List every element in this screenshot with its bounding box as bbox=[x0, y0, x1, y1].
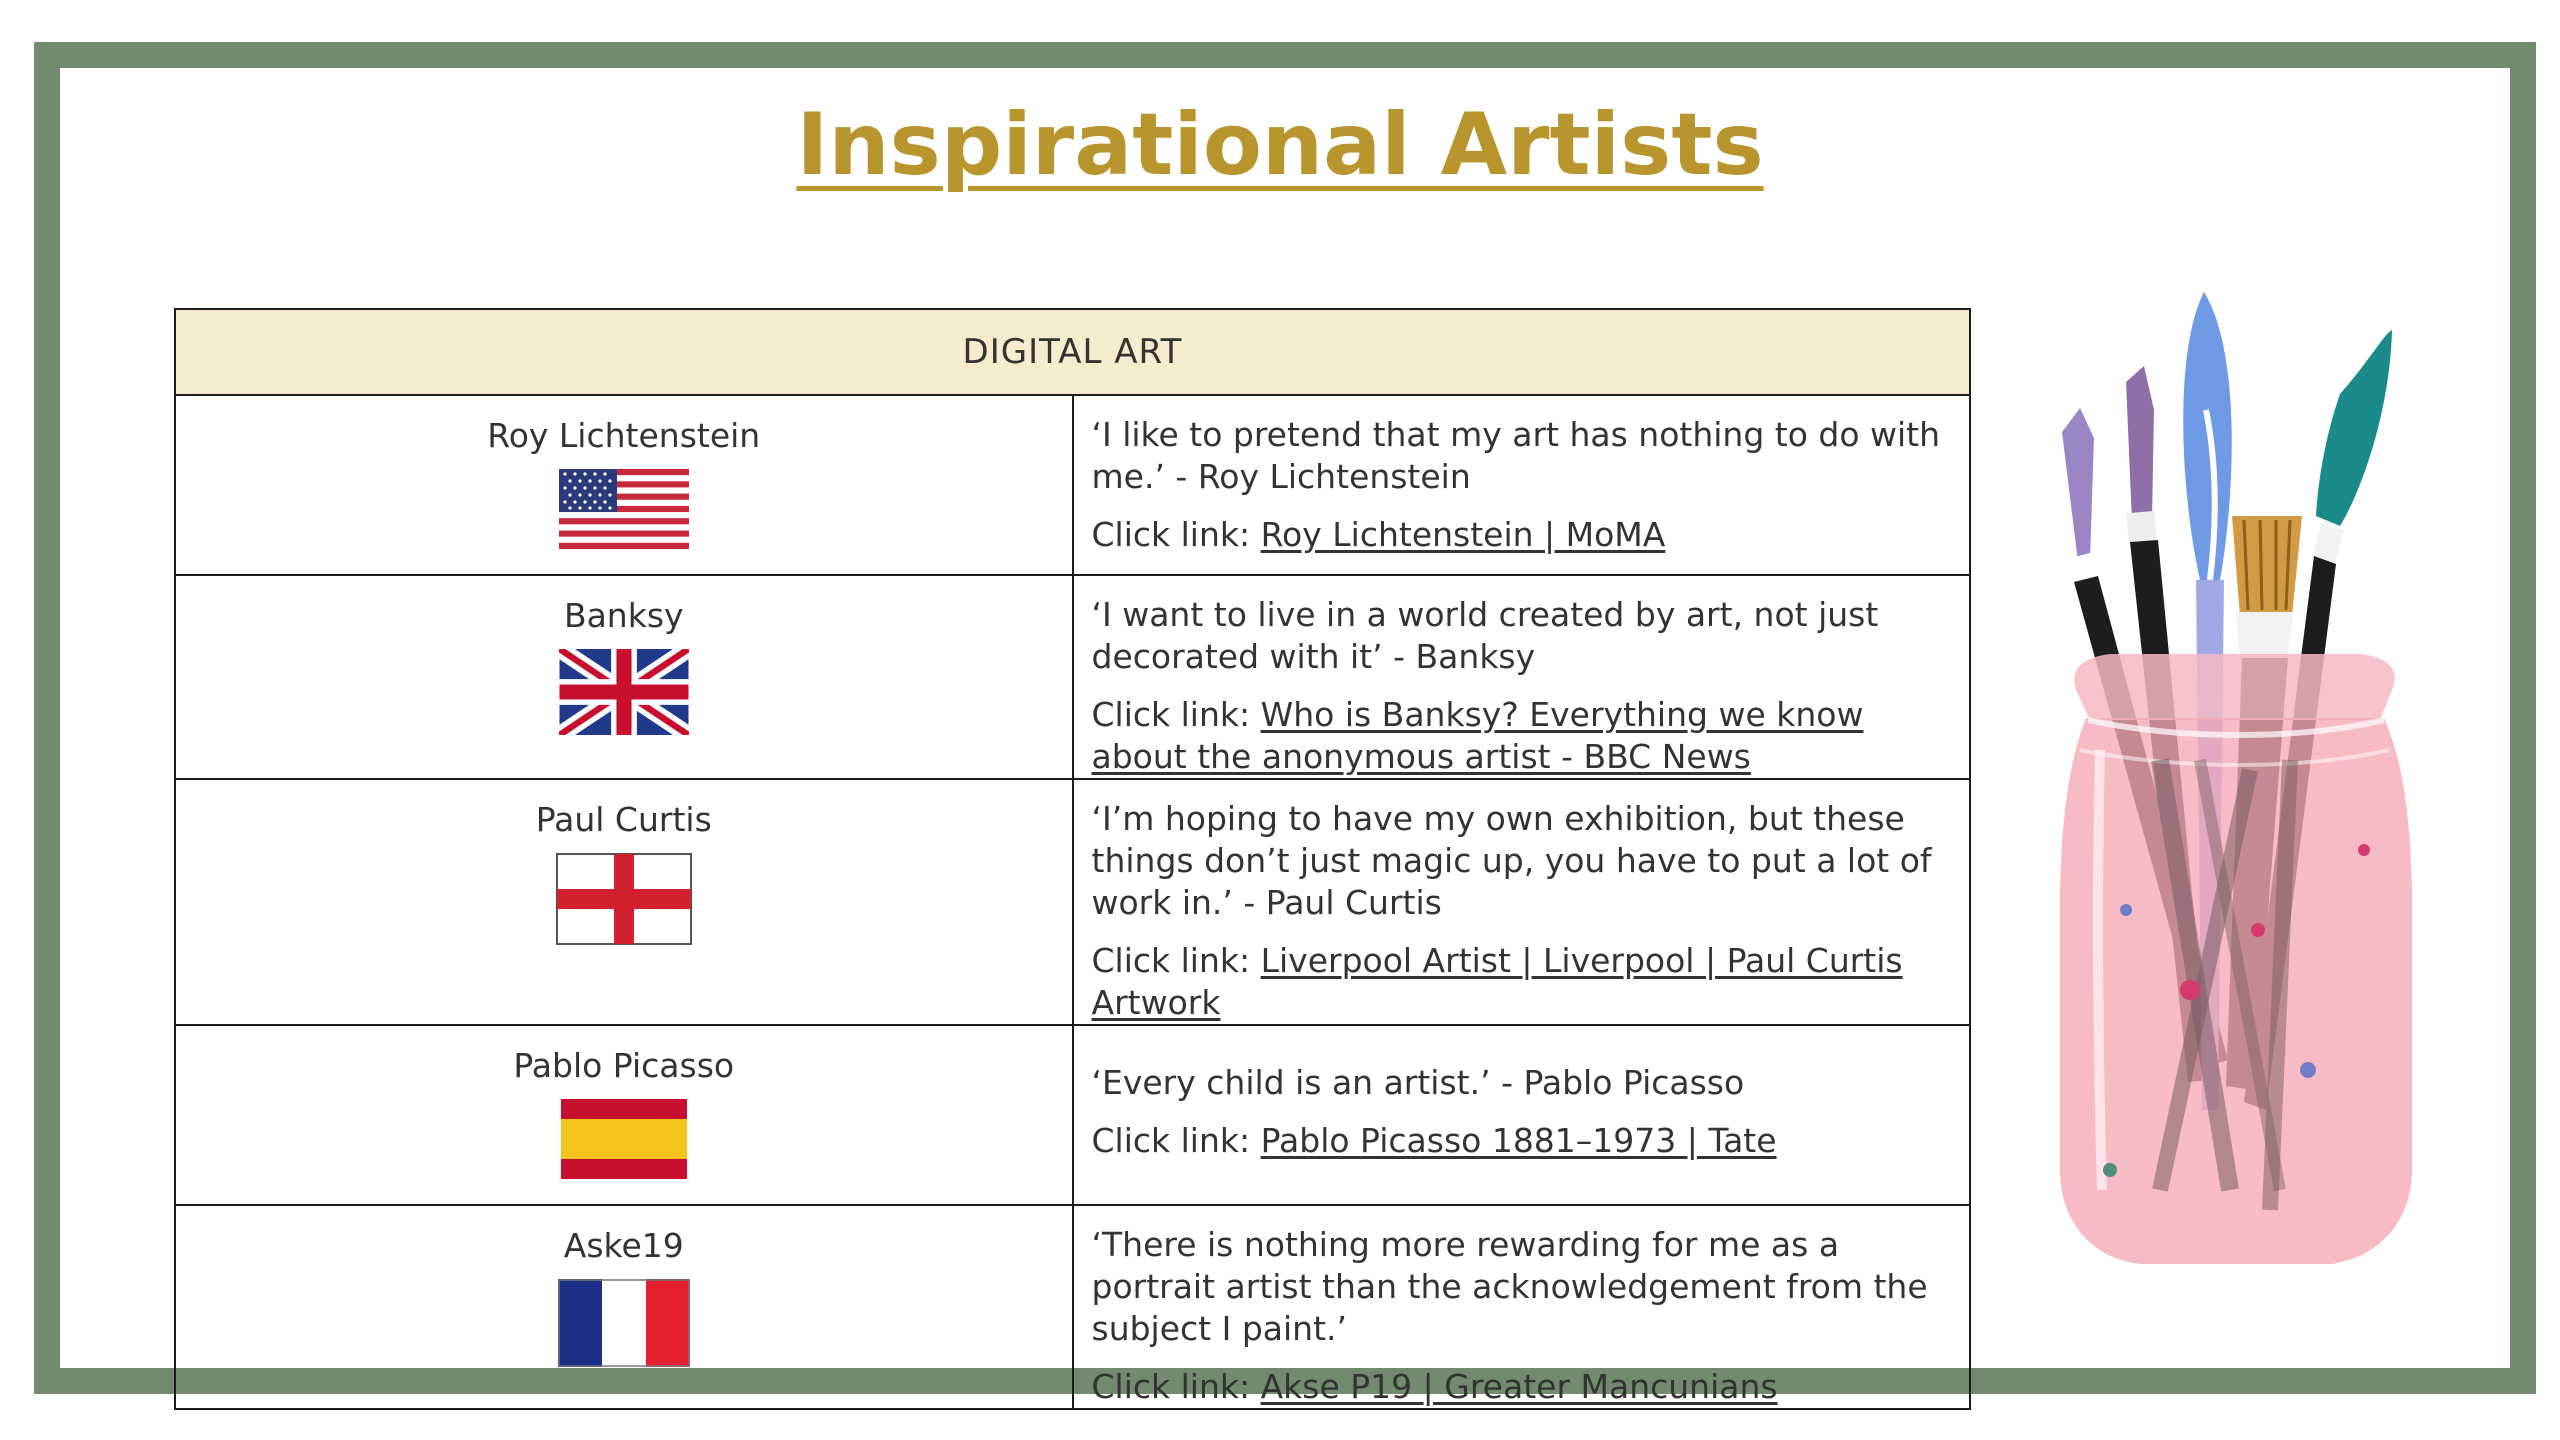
link-prefix: Click link: bbox=[1091, 941, 1251, 980]
artist-name: Banksy bbox=[563, 596, 684, 635]
artist-quote: ‘Every child is an artist.’ - Pablo Picasso bbox=[1091, 1063, 1745, 1102]
info-cell bbox=[1073, 575, 1971, 779]
artist-link[interactable]: Liverpool Artist | Liverpool | Paul Curtis Artwork bbox=[1091, 941, 1903, 1022]
link-line bbox=[1092, 1120, 1952, 1162]
table-row bbox=[175, 395, 1970, 575]
artist-name: Pablo Picasso bbox=[513, 1046, 735, 1085]
artist-cell bbox=[175, 1205, 1073, 1409]
link-prefix: Click link: bbox=[1091, 695, 1251, 734]
artist-link[interactable]: Roy Lichtenstein | MoMA bbox=[1260, 515, 1666, 554]
artist-link[interactable]: Akse P19 | Greater Mancunians bbox=[1260, 1367, 1778, 1406]
table-row bbox=[175, 779, 1970, 1025]
table-row bbox=[175, 1205, 1970, 1409]
link-prefix: Click link: bbox=[1091, 1121, 1251, 1160]
artist-cell bbox=[175, 395, 1073, 575]
spain-flag-icon bbox=[561, 1099, 687, 1179]
link-line bbox=[1092, 694, 1952, 778]
info-cell bbox=[1073, 395, 1971, 575]
artists-table bbox=[174, 308, 1971, 1410]
link-prefix: Click link: bbox=[1091, 515, 1251, 554]
table-row bbox=[175, 1025, 1970, 1205]
link-line bbox=[1092, 514, 1952, 556]
glass-jar bbox=[2060, 654, 2412, 1264]
page-title bbox=[0, 94, 2560, 197]
table-header-row bbox=[175, 309, 1970, 395]
paintbrush-jar-icon bbox=[2040, 290, 2420, 1290]
page-title-text: Inspirational Artists bbox=[796, 95, 1764, 195]
artist-cell bbox=[175, 779, 1073, 1025]
uk-flag-icon bbox=[559, 649, 689, 735]
table-row bbox=[175, 575, 1970, 779]
artist-name: Aske19 bbox=[563, 1226, 684, 1265]
artist-link[interactable]: Who is Banksy? Everything we know about the anonymous artist - BBC News bbox=[1091, 695, 1864, 776]
artist-name: Paul Curtis bbox=[535, 800, 712, 839]
artist-quote: ‘I like to pretend that my art has nothing to do with me.’ - Roy Lichtenstein bbox=[1091, 415, 1941, 496]
england-flag-icon bbox=[556, 853, 692, 945]
info-cell bbox=[1073, 779, 1971, 1025]
artist-link[interactable]: Pablo Picasso 1881–1973 | Tate bbox=[1260, 1121, 1777, 1160]
artist-name: Roy Lichtenstein bbox=[487, 416, 761, 455]
artist-quote: ‘There is nothing more rewarding for me as a portrait artist than the acknowledgement from the subject I paint.’ bbox=[1091, 1225, 1928, 1348]
artist-quote: ‘I want to live in a world created by art, not just decorated with it’ - Banksy bbox=[1091, 595, 1879, 676]
usa-flag-icon bbox=[559, 469, 689, 549]
link-line bbox=[1092, 940, 1952, 1024]
table-header: DIGITAL ART bbox=[175, 309, 1970, 395]
link-line bbox=[1092, 1366, 1952, 1408]
link-prefix: Click link: bbox=[1091, 1367, 1251, 1406]
info-cell bbox=[1073, 1025, 1971, 1205]
artist-cell bbox=[175, 575, 1073, 779]
artist-cell bbox=[175, 1025, 1073, 1205]
info-cell bbox=[1073, 1205, 1971, 1409]
france-flag-icon bbox=[558, 1279, 690, 1367]
artist-quote: ‘I’m hoping to have my own exhibition, but these things don’t just magic up, you have to put a lot of work in.’ - Paul Curtis bbox=[1091, 799, 1932, 922]
